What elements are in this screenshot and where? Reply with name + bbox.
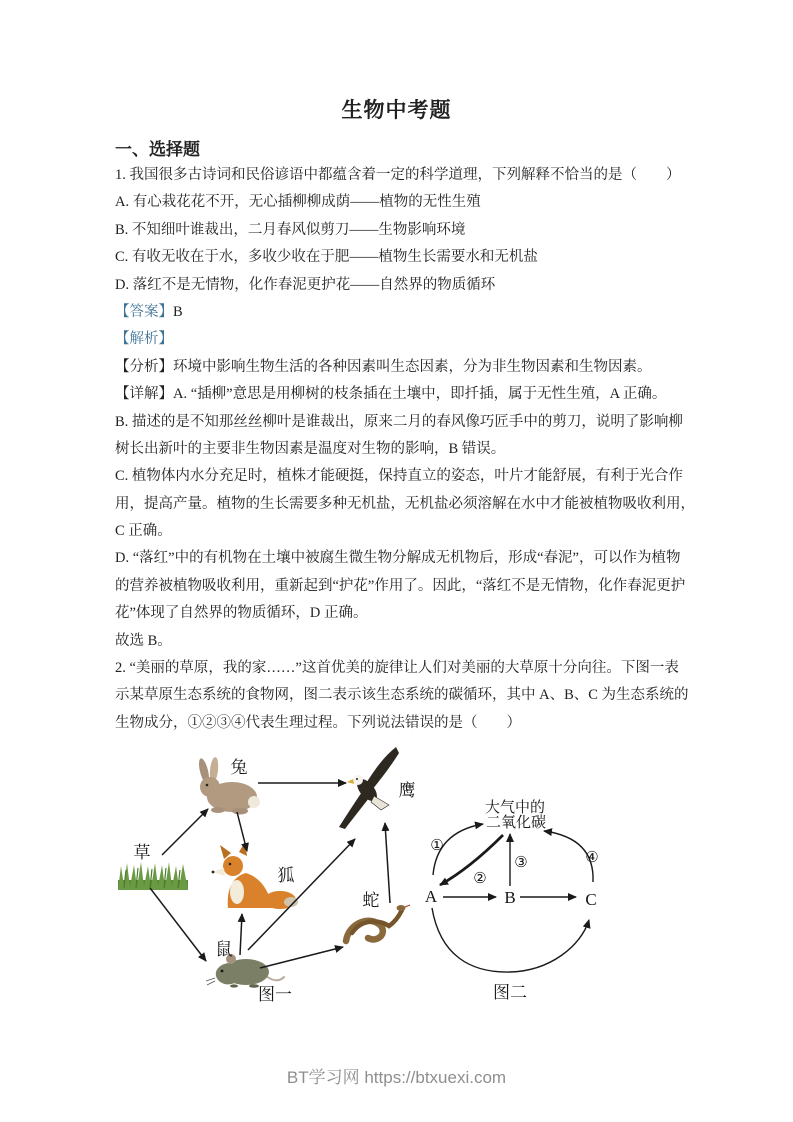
process-1-label: ① [430,838,444,854]
section-heading: 一、选择题 [115,140,200,159]
q2-stem-line-1: 2. “美丽的草原，我的家……”这首优美的旋律让人们对美丽的大草原十分向往。下图一表 [115,660,679,677]
arrow-mouse-fox [240,914,242,955]
eagle-image [339,747,399,829]
rabbit-image [197,757,260,815]
q2-stem-line-3: 生物成分，①②③④代表生理过程。下列说法错误的是（ ） [115,714,521,731]
page-title: 生物中考题 [341,98,452,122]
analysis-label: 【解析】 [115,331,173,348]
co2-label-line2: 二氧化碳 [485,815,547,831]
answer-label: 【答案】 [115,303,173,320]
q1-explain-line-3: B. 描述的是不知那丝丝柳叶是谁裁出，原来二月的春风像巧匠手中的剪刀，说明了影响柳 [115,413,683,430]
node-b-label: B [504,888,516,907]
mouse-image [206,954,284,988]
q2-stem-line-2: 示某草原生态系统的食物网，图二表示该生态系统的碳循环，其中 A、B、C 为生态系统的 [115,687,689,704]
question-text-column [115,162,695,737]
arrow-bottom-arc [432,908,589,972]
q1-explain-line-2: 【详解】A. “插柳”意思是用柳树的枝条插在土壤中，即扦插，属于无性生殖，A 正确。 [115,386,667,403]
q1-explain-line-4: 树长出新叶的主要非生物因素是温度对生物的影响，B 错误。 [115,440,506,457]
process-3-label: ③ [514,855,528,871]
rabbit-label: 兔 [230,758,248,777]
q1-explain-line-9: 的营养被植物吸收利用，重新起到“护花”作用了。因此，“落红不是无情物，化作春泥更护 [115,577,686,594]
arrow-mouse-snake [260,947,343,968]
q1-explain-line-6: 用，提高产量。植物的生长需要多种无机盐，无机盐必须溶解在水中才能被植物吸收利用， [115,495,695,512]
node-c-label: C [585,890,597,909]
process-2-label: ② [473,871,487,887]
arrow-co2-to-a [440,835,503,885]
food-web-figure [118,747,416,1004]
q1-explain-line-8: D. “落红”中的有机物在土壤中被腐生微生物分解成无机物后，形成“春泥”，可以作为植物 [115,550,681,567]
q1-analysis-line [115,326,690,353]
q1-option-c: C. 有收无收在于水，多收少收在于肥——植物生长需要水和无机盐 [115,249,538,266]
arrow-grass-mouse [150,888,206,961]
grass-image [118,862,188,890]
figure1-caption: 图一 [258,985,292,1004]
carbon-cycle-figure [425,799,599,1002]
q1-conclusion: 故选 B。 [115,632,172,649]
process-4-label: ④ [585,850,599,866]
q1-option-d: D. 落红不是无情物，化作春泥更护花——自然界的物质循环 [115,276,496,293]
q1-explain-line-7: C 正确。 [115,523,172,540]
q1-option-a: A. 有心栽花花不开，无心插柳柳成荫——植物的无性生殖 [115,194,481,211]
node-a-label: A [424,887,438,906]
grass-label: 草 [133,843,151,862]
arrow-snake-eagle [385,823,390,903]
arrow-grass-rabbit [162,809,208,855]
fox-label: 狐 [277,866,295,885]
figure-area [100,740,700,1025]
q1-stem: 1. 我国很多古诗词和民俗谚语中都蕴含着一定的科学道理，下列解释不恰当的是（ ） [115,167,681,183]
footer-watermark: BT学习网 https://btxuexi.com [286,1068,507,1087]
figure2-caption: 图二 [493,983,527,1002]
arrow-rabbit-fox [237,812,247,851]
eagle-label: 鹰 [398,781,416,800]
q1-explain-line-5: C. 植物体内水分充足时，植株才能硬挺，保持直立的姿态，叶片才能舒展，有利于光合作 [115,468,683,485]
q1-explain-line-1: 【分析】环境中影响生物生活的各种因素叫生态因素，分为非生物因素和生物因素。 [115,358,652,375]
answer-value: B [173,303,183,320]
co2-label-line1: 大气中的 [484,800,546,816]
q1-option-b: B. 不知细叶谁裁出，二月春风似剪刀——生物影响环境 [115,221,466,238]
snake-image [346,905,410,941]
snake-label: 蛇 [362,891,380,910]
mouse-label: 鼠 [215,940,233,959]
q1-explain-line-10: 花”体现了自然界的物质循环，D 正确。 [115,605,368,622]
q1-answer-line [115,299,690,326]
